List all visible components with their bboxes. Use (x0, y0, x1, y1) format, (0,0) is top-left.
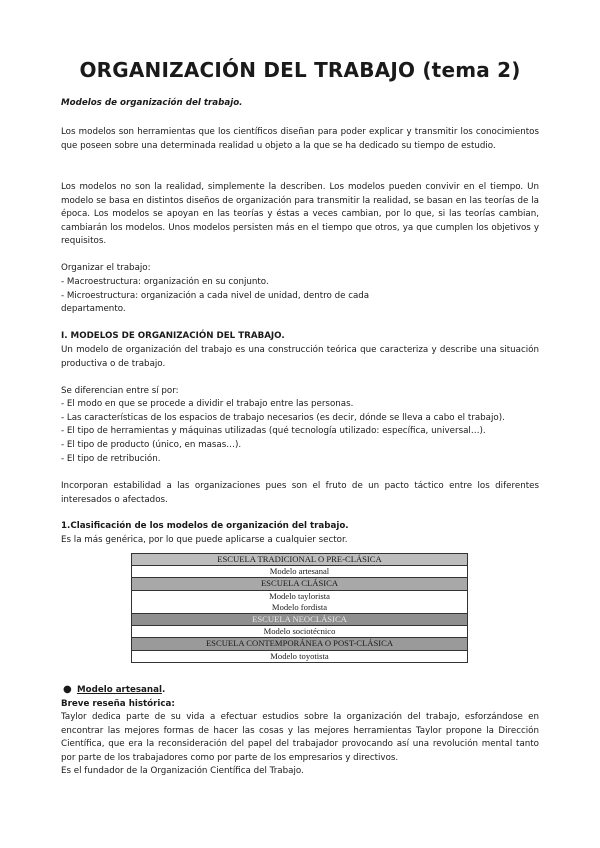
section-heading-1: I. MODELOS DE ORGANIZACIÓN DEL TRABAJO. (61, 331, 285, 341)
table-school-row: ESCUELA NEOCLÁSICA (132, 614, 468, 626)
history-text: Taylor dedica parte de su vida a efectuar estudios sobre la organización del trabajo, esforzándose en encontrar las mejores formas de hacer las cosas y las mejores herramientas Taylor propone la Dirección Científica, que era la reconsideración del papel del trabajador provocando así una revolución mental tanto por parte de los trabajadores como por parte de los empresarios y directivos. (61, 712, 539, 763)
table-model-row: Modelo sociotécnico (132, 626, 468, 638)
table-school-row: ESCUELA CONTEMPORÁNEA O POST-CLÁSICA (132, 638, 468, 650)
page-title: ORGANIZACIÓN DEL TRABAJO (tema 2) (79, 58, 521, 82)
model-artesanal-heading: Modelo artesanal. (77, 685, 166, 695)
table-model-row: Modelo fordista (132, 602, 468, 614)
section-1-text: Un modelo de organización del trabajo es una construcción teórica que caracteriza y describe una situación productiva o de trabajo. (61, 345, 539, 369)
classification-heading: 1.Clasificación de los modelos de organización del trabajo. (61, 521, 349, 531)
table-school-row: ESCUELA CLÁSICA (132, 578, 468, 590)
table-school-row: ESCUELA TRADICIONAL O PRE-CLÁSICA (132, 554, 468, 566)
paragraph-2: Los modelos no son la realidad, simplemente la describen. Los modelos pueden convivir en el tiempo. Un modelo se basa en distintos diseños de organización para transmitir la realidad, se basan en las teorías de la época. Los modelos se apoyan en las teorías y éstas a veces cambian, por lo que, si las teorías cambian, cambiarán los modelos. Unos modelos persisten más en el tiempo que otros, ya que cumplen los objetivos y requisitos. (61, 182, 539, 247)
table-model-row: Modelo toyotista (132, 650, 468, 662)
org-micro-cont: departamento. (61, 304, 126, 314)
history-heading: Breve reseña histórica: (61, 699, 175, 709)
diff-item: - El modo en que se procede a dividir el trabajo entre las personas. (61, 399, 354, 409)
classification-text: Es la más genérica, por lo que puede aplicarse a cualquier sector. (61, 535, 348, 545)
diff-item: - El tipo de producto (único, en masas…). (61, 440, 242, 450)
table-model-row: Modelo taylorista (132, 590, 468, 602)
history-last-line: Es el fundador de la Organización Científica del Trabajo. (61, 766, 304, 776)
diff-item: - El tipo de retribución. (61, 454, 161, 464)
org-macro: - Macroestructura: organización en su conjunto. (61, 277, 269, 287)
paragraph-3: Incorporan estabilidad a las organizaciones pues son el fruto de un pacto táctico entre los diferentes interesados o afectados. (61, 481, 539, 505)
diff-intro: Se diferencian entre sí por: (61, 386, 179, 396)
org-intro: Organizar el trabajo: (61, 263, 151, 273)
paragraph-1: Los modelos son herramientas que los científicos diseñan para poder explicar y transmitir los conocimientos que poseen sobre una determinada realidad u objeto a la que se ha dedicado su tiempo de estudio. (61, 127, 539, 151)
bullet-icon: ● (63, 684, 72, 695)
table-model-row: Modelo artesanal (132, 566, 468, 578)
schools-table (131, 553, 468, 663)
org-micro: - Microestructura: organización a cada nivel de unidad, dentro de cada (61, 291, 370, 301)
diff-item: - El tipo de herramientas y máquinas utilizadas (qué tecnología utilizado: específica, universal…). (61, 426, 486, 436)
diff-item: - Las características de los espacios de trabajo necesarios (es decir, dónde se lleva a cabo el trabajo). (61, 413, 505, 423)
subtitle: Modelos de organización del trabajo. (61, 98, 243, 108)
